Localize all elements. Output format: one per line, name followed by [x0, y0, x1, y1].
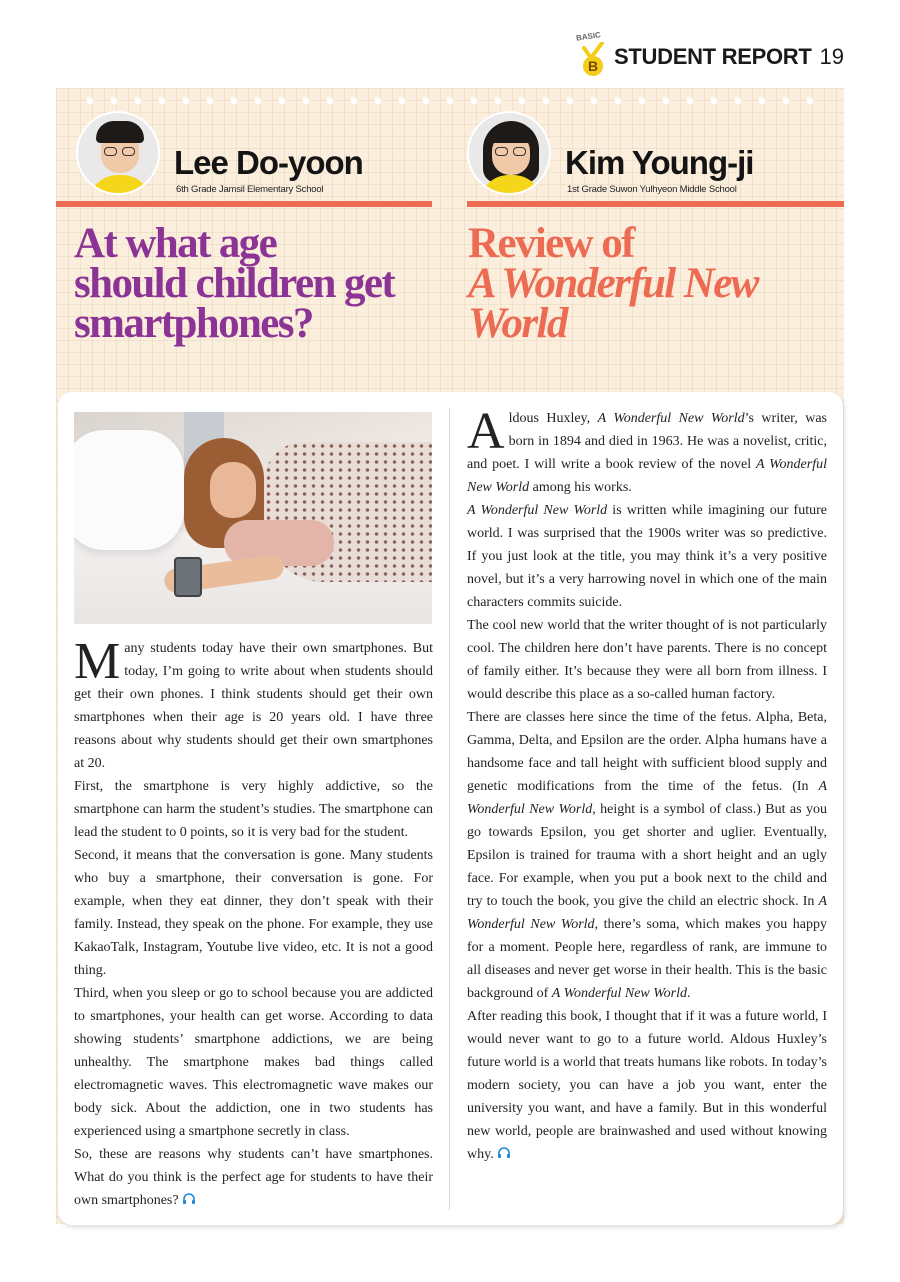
avatar [76, 111, 160, 195]
book-title: A Wonderful New World [467, 457, 827, 495]
paragraph-text: So, these are reasons why students can’t have smartphones. What do you think is the perfect age for students to have their own smartphones? [74, 1147, 433, 1208]
paragraph: First, the smartphone is very highly addictive, so the smartphone can harm the student’s studies. The smartphone can lead the student to 0 points, so it is very bad for the student. [74, 779, 433, 840]
author-name: Lee Do-yoon [174, 144, 363, 181]
page-number: 19 [819, 44, 844, 69]
book-title: A Wonderful New World [467, 779, 827, 817]
headline-line: smartphones? [74, 300, 313, 347]
paragraph [467, 1005, 827, 1166]
article-left [74, 633, 433, 1212]
author-card-left [56, 108, 432, 204]
decorative-dots [78, 96, 822, 106]
paragraph: A Wonderful New World is written while imagining our future world. I was surprised that the 1900s writer was so predictive. If you just look at the title, you may think it’s a very positive novel, but it’s a very harrowing novel in which one of the main characters commits suicide. [467, 503, 827, 610]
book-title: A Wonderful New World [551, 986, 687, 1001]
headphones-icon [497, 1147, 511, 1159]
logo-badge-text: BASIC [575, 30, 602, 43]
avatar [467, 111, 551, 195]
drop-cap: A [467, 403, 505, 460]
paragraph: Third, when you sleep or go to school because you are addicted to smartphones, your health can get worse. According to data showing students’ smartphone addictions, we are being unhealthy. The smartphone makes bad things called electromagnetic waves. This electromagnetic wave makes our body sick. About the addiction, one in two students has experienced using a smartphone secretly in class. [74, 986, 433, 1139]
headline-line: A Wonderful New [468, 260, 758, 307]
headphones-icon [182, 1193, 196, 1205]
author-name: Kim Young-ji [565, 144, 754, 181]
paragraph-text: After reading this book, I thought that if it was a future world, I would never want to go to a future world. Aldous Huxley’s future world is a world that treats humans like robots. In today’s modern society, you can have a job you want, enter the university you want, and have a family. But in this wonderful new world, people are brainwashed and used without knowing why. [467, 1009, 827, 1162]
author-school: 1st Grade Suwon Yulhyeon Middle School [567, 184, 737, 195]
headline-line: World [468, 300, 567, 347]
column-divider [449, 408, 450, 1210]
book-title: A Wonderful New World [467, 894, 827, 932]
paragraph [74, 633, 433, 775]
page-header [575, 30, 844, 80]
paragraph: The cool new world that the writer thought of is not particularly cool. The children here don’t have parents. There is no concept of family either. It’s because they were all born from illness. I would describe this place as a so-called human factory. [467, 618, 827, 702]
report-title: STUDENT REPORT [614, 44, 812, 69]
basic-logo-icon [575, 30, 608, 80]
article-right [467, 403, 827, 1166]
headline-left [74, 220, 434, 347]
headline-right [468, 220, 838, 347]
paragraph: Aldous Huxley, A Wonderful New World’s writer, was born in 1894 and died in 1963. He was a novelist, critic, and poet. I will write a book review of the novel A Wonderful New World among his works. [467, 403, 827, 495]
logo-letter: B [583, 56, 603, 76]
divider-rule [56, 201, 432, 207]
author-school: 6th Grade Jamsil Elementary School [176, 184, 324, 195]
headline-line: At what age [74, 220, 277, 267]
drop-cap: M [74, 633, 121, 690]
author-card-right [467, 108, 843, 204]
headline-line: Review of [468, 220, 634, 267]
paragraph: There are classes here since the time of the fetus. Alpha, Beta, Gamma, Delta, and Epsilon are the order. Alpha humans have a handsome face and tall height with sufficient blood supply and genetic modifications from the time of the fetus. (In A Wonderful New World, height is a symbol of class.) But as you go towards Epsilon, you get shorter and uglier. Eventually, Epsilon is trained for trauma with a short height and an ugly face. For example, when you put a book next to the child and try to touch the book, you give the child an electric shock. In A Wonderful New World, there’s soma, which makes you happy for a moment. People here, regardless of rank, are immune to all diseases and never get worse in their health. This is the basic background of A Wonderful New World. [467, 710, 827, 1001]
headline-line: should children get [74, 260, 395, 307]
book-title: A Wonderful New World [597, 411, 745, 426]
divider-rule [467, 201, 844, 207]
paragraph [74, 1143, 433, 1212]
paragraph-text: any students today have their own smartphones. But today, I’m going to write about when students should get their own phones. I think students should get their own smartphones when their age is 20 years old. I have three reasons about why students should get their own smartphones at 20. [74, 641, 433, 771]
girl-on-bed-with-phone-photo [74, 412, 432, 624]
paragraph: Second, it means that the conversation is gone. Many students who buy a smartphone, their conversation is gone. For example, when they eat dinner, they don’t speak with their family. Instead, they speak on the phone. For example, they use KakaoTalk, Instagram, Youtube live video, etc. It is not a good thing. [74, 848, 433, 978]
book-title: A Wonderful New World [467, 503, 608, 518]
